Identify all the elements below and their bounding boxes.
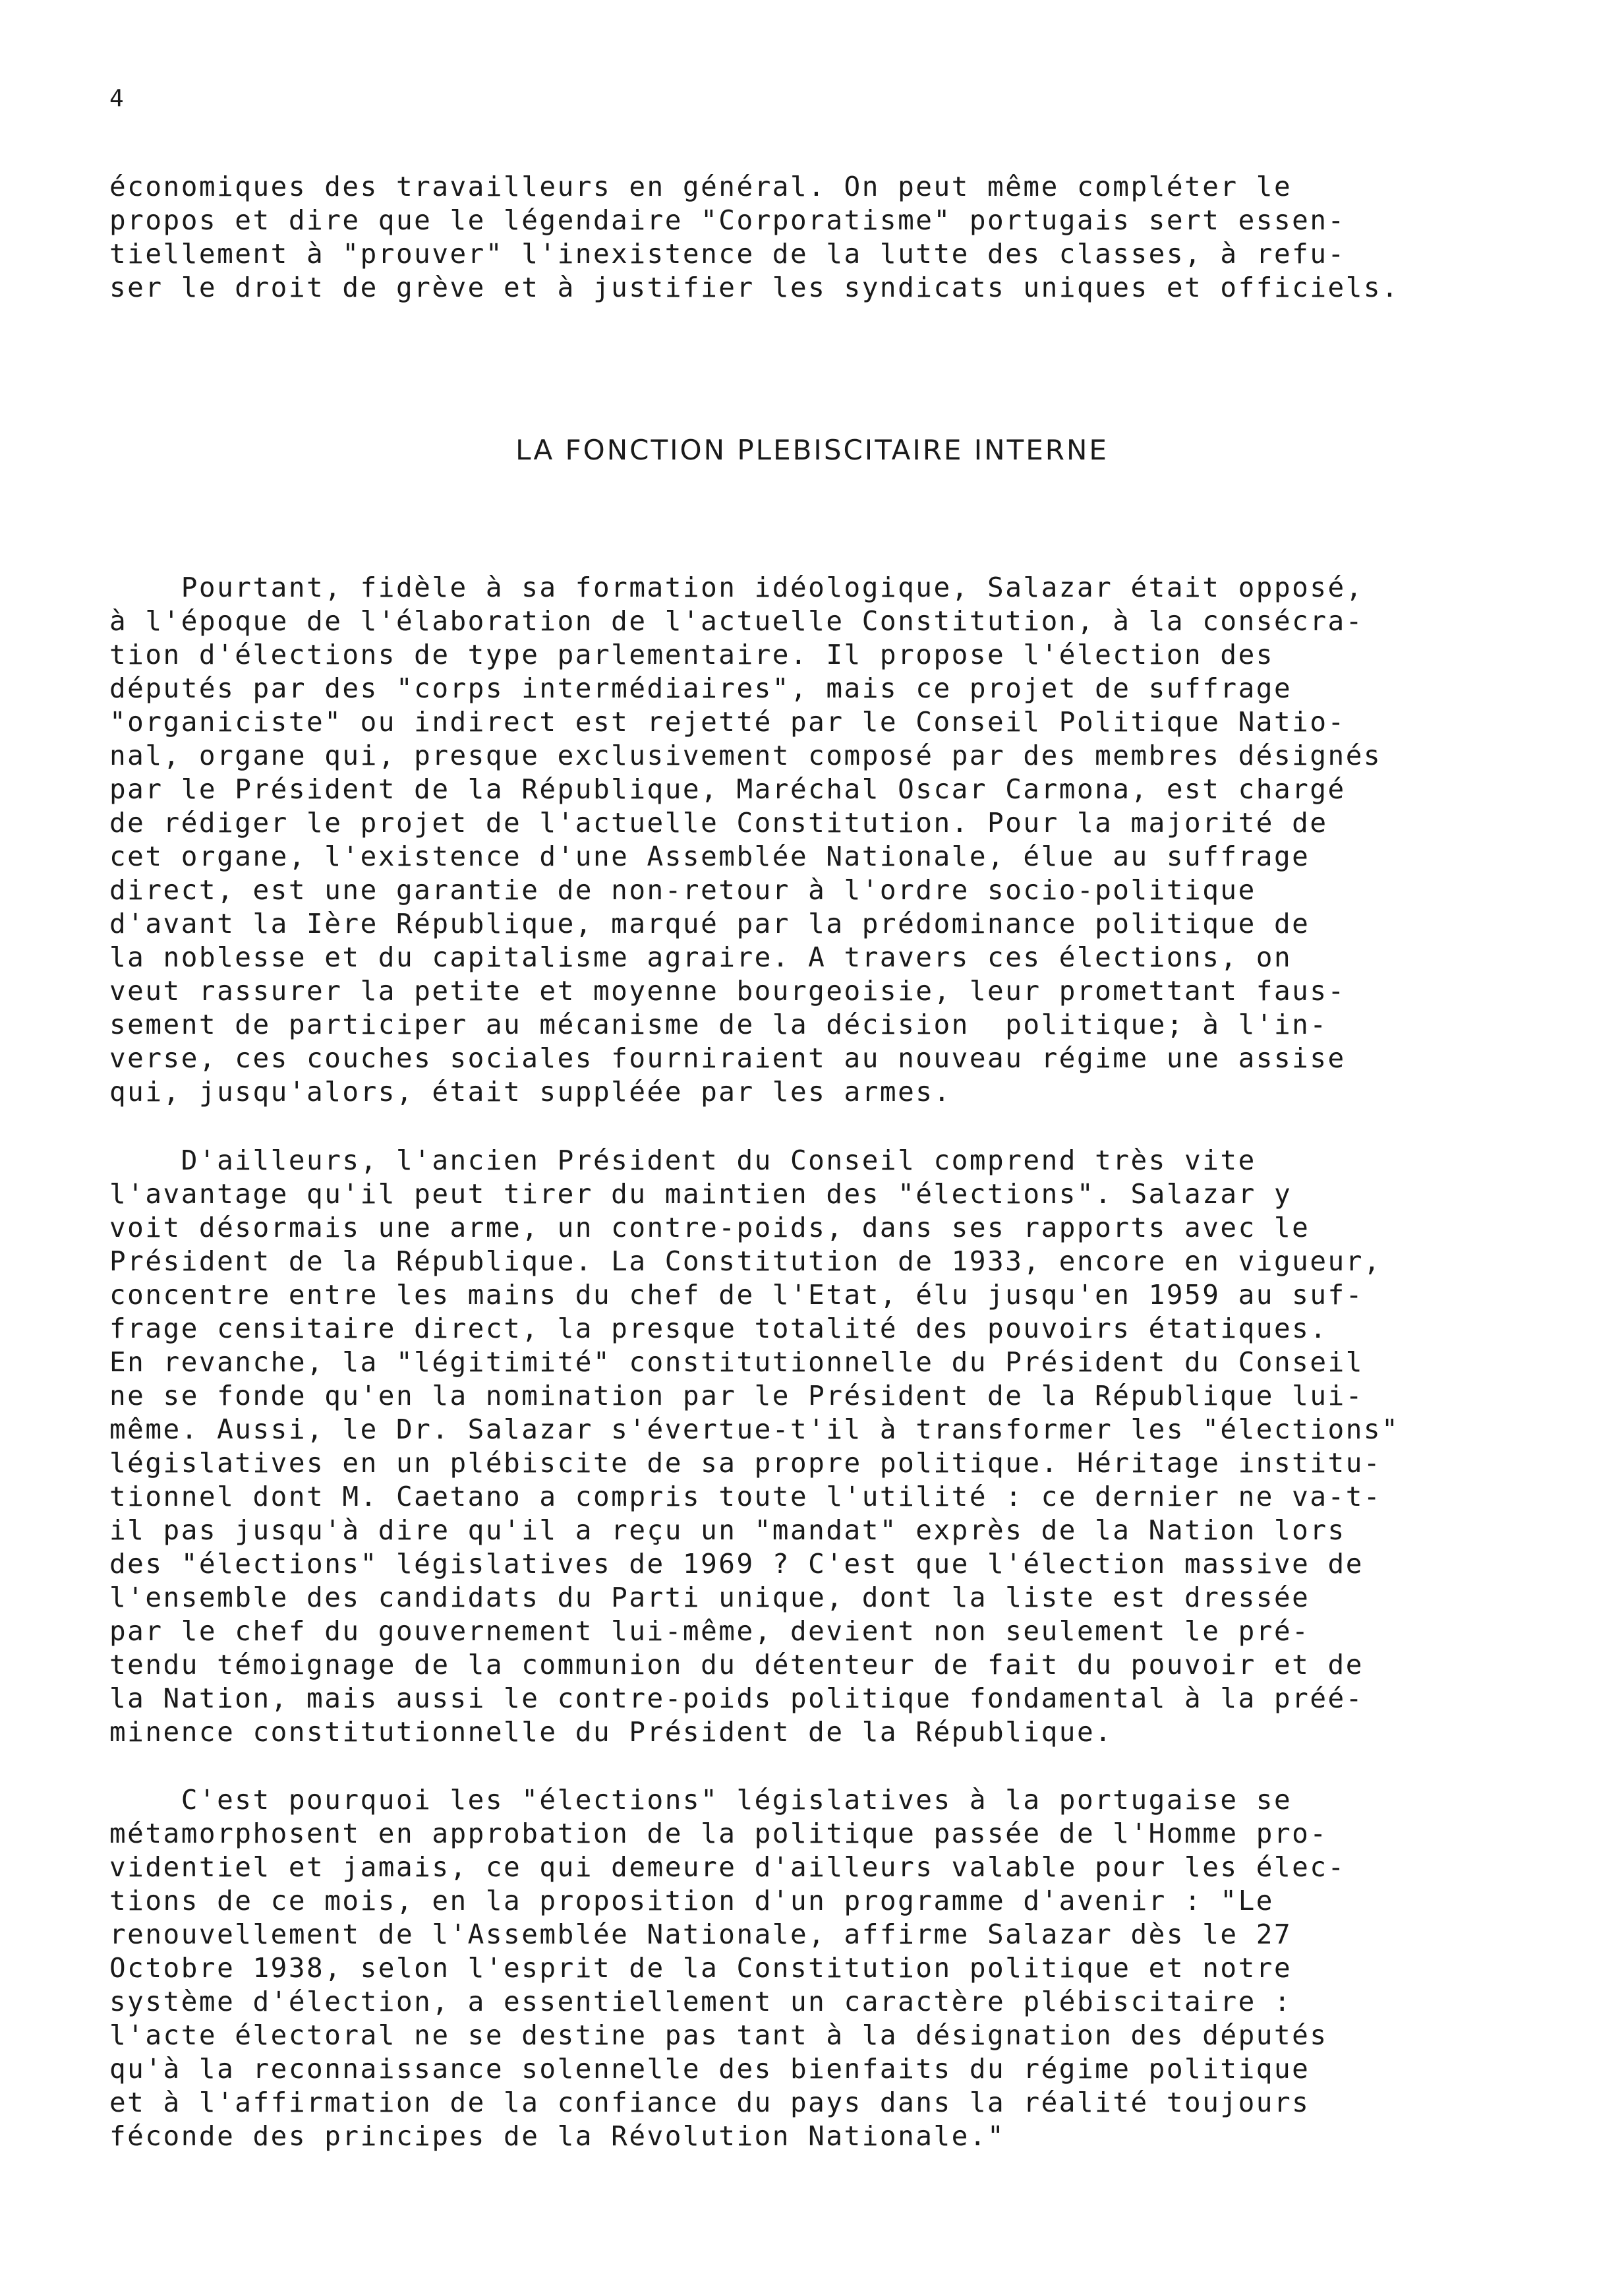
text-line: voit désormais une arme, un contre-poids, dans ses rapports avec le — [109, 1212, 1310, 1243]
text-line: renouvellement de l'Assemblée Nationale, affirme Salazar dès le 27 — [109, 1918, 1292, 1950]
text-line: minence constitutionnelle du Président de la République. — [109, 1716, 1113, 1748]
text-line: système d'élection, a essentiellement un caractère plébiscitaire : — [109, 1986, 1292, 2017]
text-line: économiques des travailleurs en général. On peut même compléter le — [109, 171, 1292, 202]
text-line: et à l'affirmation de la confiance du pays dans la réalité toujours — [109, 2087, 1310, 2118]
text-line: tion d'élections de type parlementaire. Il propose l'élection des — [109, 639, 1274, 670]
text-line: frage censitaire direct, la presque totalité des pouvoirs étatiques. — [109, 1313, 1328, 1344]
text-line: tiellement à "prouver" l'inexistence de la lutte des classes, à refu- — [109, 238, 1346, 270]
text-line: sement de participer au mécanisme de la décision politique; à l'in- — [109, 1009, 1328, 1040]
text-line: même. Aussi, le Dr. Salazar s'évertue-t'il à transformer les "élections" — [109, 1413, 1400, 1445]
text-line: "organiciste" ou indirect est rejetté par le Conseil Politique Natio- — [109, 706, 1346, 738]
text-line: qui, jusqu'alors, était suppléée par les armes. — [109, 1076, 952, 1108]
text-line: nal, organe qui, presque exclusivement composé par des membres désignés — [109, 740, 1382, 771]
text-line: à l'époque de l'élaboration de l'actuelle Constitution, à la consécra- — [109, 605, 1364, 637]
paragraph-3 — [109, 1783, 1546, 2153]
text-line: qu'à la reconnaissance solennelle des bienfaits du régime politique — [109, 2053, 1310, 2085]
text-line: ne se fonde qu'en la nomination par le Président de la République lui- — [109, 1380, 1364, 1412]
text-line: Pourtant, fidèle à sa formation idéologique, Salazar était opposé, — [109, 572, 1364, 603]
text-line: par le chef du gouvernement lui-même, devient non seulement le pré- — [109, 1615, 1310, 1647]
text-line: concentre entre les mains du chef de l'Etat, élu jusqu'en 1959 au suf- — [109, 1279, 1364, 1311]
section-heading: LA FONCTION PLEBISCITAIRE INTERNE — [515, 434, 1109, 466]
text-line: l'ensemble des candidats du Parti unique, dont la liste est dressée — [109, 1582, 1310, 1613]
text-line: propos et dire que le légendaire "Corporatisme" portugais sert essen- — [109, 204, 1346, 236]
text-line: députés par des "corps intermédiaires", mais ce projet de suffrage — [109, 672, 1292, 704]
text-line: d'avant la Ière République, marqué par la prédominance politique de — [109, 908, 1310, 939]
paragraph-2 — [109, 1144, 1546, 1749]
text-line: tionnel dont M. Caetano a compris toute l'utilité : ce dernier ne va-t- — [109, 1481, 1382, 1512]
text-line: il pas jusqu'à dire qu'il a reçu un "mandat" exprès de la Nation lors — [109, 1514, 1346, 1546]
text-line: ser le droit de grève et à justifier les syndicats uniques et officiels. — [109, 272, 1400, 303]
intro-paragraph — [109, 170, 1546, 305]
text-line: verse, ces couches sociales fourniraient au nouveau régime une assise — [109, 1042, 1346, 1074]
text-line: de rédiger le projet de l'actuelle Constitution. Pour la majorité de — [109, 807, 1328, 839]
page-number: 4 — [109, 85, 124, 112]
text-line: videntiel et jamais, ce qui demeure d'ailleurs valable pour les élec- — [109, 1851, 1346, 1883]
text-line: D'ailleurs, l'ancien Président du Conseil comprend très vite — [109, 1144, 1256, 1176]
text-line: direct, est une garantie de non-retour à l'ordre socio-politique — [109, 874, 1256, 906]
text-line: C'est pourquoi les "élections" législatives à la portugaise se — [109, 1784, 1292, 1816]
text-line: féconde des principes de la Révolution Nationale." — [109, 2120, 1006, 2152]
text-line: législatives en un plébiscite de sa propre politique. Héritage institu- — [109, 1447, 1382, 1479]
text-line: métamorphosent en approbation de la politique passée de l'Homme pro- — [109, 1818, 1328, 1849]
text-line: veut rassurer la petite et moyenne bourgeoisie, leur promettant faus- — [109, 975, 1346, 1007]
text-line: la Nation, mais aussi le contre-poids politique fondamental à la préé- — [109, 1682, 1364, 1714]
text-line: des "élections" législatives de 1969 ? C'est que l'élection massive de — [109, 1548, 1364, 1580]
text-line: par le Président de la République, Maréchal Oscar Carmona, est chargé — [109, 773, 1346, 805]
text-line: la noblesse et du capitalisme agraire. A travers ces élections, on — [109, 941, 1292, 973]
text-line: l'acte électoral ne se destine pas tant à la désignation des députés — [109, 2019, 1328, 2051]
text-line: En revanche, la "légitimité" constitutionnelle du Président du Conseil — [109, 1346, 1364, 1378]
text-line: Président de la République. La Constitution de 1933, encore en vigueur, — [109, 1245, 1382, 1277]
text-line: l'avantage qu'il peut tirer du maintien des "élections". Salazar y — [109, 1178, 1292, 1210]
text-line: Octobre 1938, selon l'esprit de la Constitution politique et notre — [109, 1952, 1292, 1984]
text-line: tendu témoignage de la communion du détenteur de fait du pouvoir et de — [109, 1649, 1364, 1680]
paragraph-1 — [109, 571, 1546, 1109]
text-line: cet organe, l'existence d'une Assemblée Nationale, élue au suffrage — [109, 841, 1310, 872]
text-line: tions de ce mois, en la proposition d'un programme d'avenir : "Le — [109, 1885, 1274, 1917]
